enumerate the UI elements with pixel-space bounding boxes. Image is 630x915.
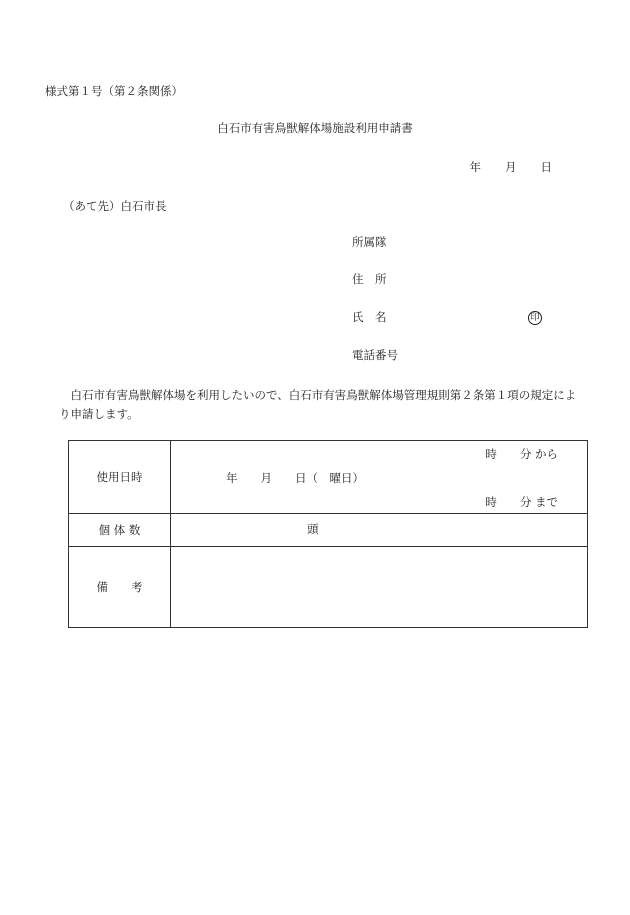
time-to-text: 時 分 まで [485,495,558,509]
count-unit-text: 頭 [307,522,319,536]
table-row-remarks [69,547,588,628]
application-statement: 白石市有害鳥獣解体場を利用したいので、白石市有害鳥獣解体場管理規則第２条第１項の規定により申請します。 [59,388,577,421]
applicant-address-label: 住 所 [352,272,387,286]
applicant-phone-label: 電話番号 [352,348,398,362]
addressee: （あて先）白石市長 [63,199,167,213]
document-title: 白石市有害鳥獣解体場施設利用申請書 [217,121,413,135]
date-year-label: 年 [469,160,481,174]
date-day-label: 日 [540,160,552,174]
remarks-field[interactable] [171,547,588,628]
animal-count-field[interactable] [171,514,588,547]
usage-datetime-label: 使用日時 [69,441,171,514]
usage-date-text: 年 月 日（ 曜日） [226,471,364,485]
date-month-label: 月 [505,160,517,174]
usage-datetime-field[interactable] [171,441,588,514]
form-number: 様式第１号（第２条関係） [45,84,183,98]
applicant-affiliation-label: 所属隊 [352,235,387,249]
date-line [470,162,553,174]
animal-count-label: 個 体 数 [69,514,171,547]
seal-mark-icon: 印 [528,311,542,325]
usage-table [68,440,588,628]
table-row-usage-datetime [69,441,588,514]
time-from-text: 時 分 から [485,447,558,461]
applicant-name-label: 氏 名 [352,310,387,324]
remarks-label: 備 考 [69,547,171,628]
table-row-count [69,514,588,547]
